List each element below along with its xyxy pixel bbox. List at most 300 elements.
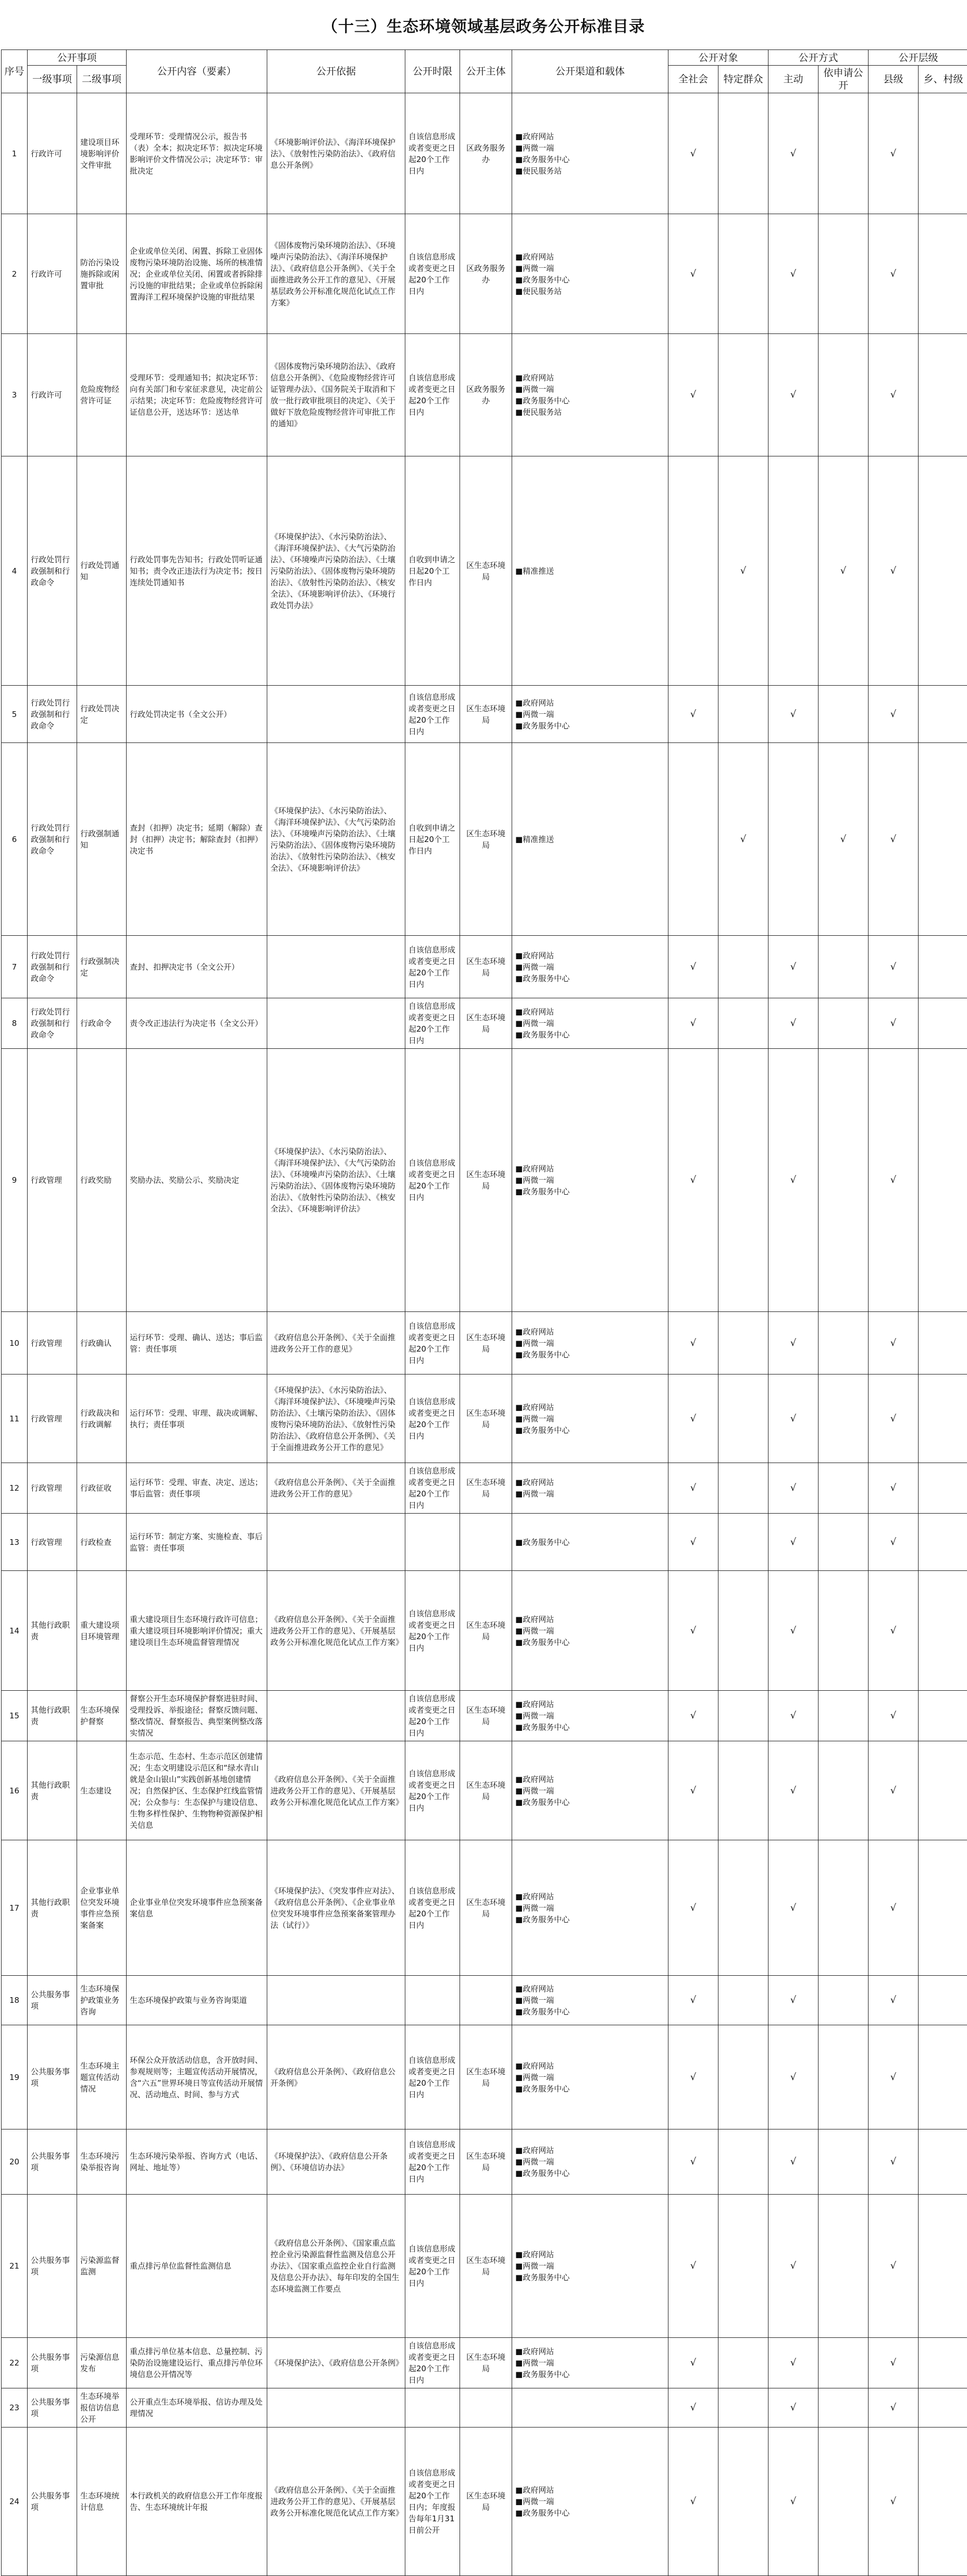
mark-cell-specific — [718, 2025, 768, 2129]
check-mark-icon: √ — [872, 1785, 915, 1797]
mark-cell-all — [668, 1463, 718, 1514]
level2-item: 生态环境保护督察 — [77, 1691, 127, 1741]
publication-subject: 区生态环境局 — [460, 998, 512, 1049]
mark-cell-specific — [718, 2129, 768, 2195]
channel-item: ■政府网站 — [515, 2346, 665, 2357]
publication-subject: 区生态环境局 — [460, 456, 512, 686]
row-index: 20 — [2, 2129, 28, 2195]
level2-item: 生态环境保护政策业务咨询 — [77, 1976, 127, 2025]
mark-cell-all — [668, 1312, 718, 1374]
header-l1: 一级事项 — [28, 66, 77, 93]
mark-cell-all — [668, 1049, 718, 1312]
mark-cell-apply — [819, 334, 869, 456]
channel-item: ■两微一端 — [515, 1995, 665, 2006]
channel-item: ■两微一端 — [515, 2496, 665, 2507]
channel-item: ■政务服务中心 — [515, 1722, 665, 1733]
mark-cell-apply — [819, 1312, 869, 1374]
row-index: 13 — [2, 1514, 28, 1571]
publication-time-limit: 自该信息形成或者变更之日起20个工作日内 — [405, 2338, 460, 2388]
mark-cell-township — [919, 936, 967, 998]
channel-item: ■两微一端 — [515, 1018, 665, 1029]
table-row — [2, 1741, 967, 1840]
row-index: 11 — [2, 1374, 28, 1463]
publication-basis: 《环境保护法》、《政府信息公开条例》 — [267, 2338, 405, 2388]
mark-cell-apply — [819, 998, 869, 1049]
table-row — [2, 2025, 967, 2129]
mark-cell-county — [869, 686, 919, 743]
mark-cell-apply — [819, 214, 869, 334]
content-elements: 企业事业单位突发环境事件应急预案备案信息 — [127, 1840, 267, 1976]
check-mark-icon: √ — [772, 961, 815, 973]
channel-item: ■政府网站 — [515, 1614, 665, 1625]
channels-cell — [512, 1514, 668, 1571]
publication-basis: 《固体废物污染环境防治法》、《政府信息公开条例》、《危险废物经营许可证管理办法》、《国务院关于取消和下放一批行政审批项目的决定》、《关于做好下放危险废物经营许可审批工作的通知》 — [267, 334, 405, 456]
mark-cell-county — [869, 1976, 919, 2025]
row-index: 3 — [2, 334, 28, 456]
channels-cell — [512, 2388, 668, 2428]
check-mark-icon: √ — [672, 389, 715, 401]
row-index: 2 — [2, 214, 28, 334]
mark-cell-active — [768, 1840, 819, 1976]
mark-cell-county — [869, 1049, 919, 1312]
publication-time-limit: 自该信息形成或者变更之日起20个工作日内 — [405, 2195, 460, 2338]
mark-cell-all — [668, 334, 718, 456]
level1-item: 行政处罚行政强制和行政命令 — [28, 998, 77, 1049]
level1-item: 公共服务事项 — [28, 2388, 77, 2428]
channel-item: ■两微一端 — [515, 2260, 665, 2272]
mark-cell-active — [768, 93, 819, 214]
mark-cell-township — [919, 1976, 967, 2025]
check-mark-icon: √ — [672, 961, 715, 973]
table-row — [2, 456, 967, 686]
channel-item: ■政府网站 — [515, 1477, 665, 1488]
channels-cell — [512, 2338, 668, 2388]
check-mark-icon: √ — [672, 1482, 715, 1494]
mark-cell-all — [668, 686, 718, 743]
mark-cell-township — [919, 2129, 967, 2195]
mark-cell-township — [919, 334, 967, 456]
mark-cell-township — [919, 686, 967, 743]
table-row — [2, 2129, 967, 2195]
check-mark-icon: √ — [672, 2072, 715, 2083]
mark-cell-apply — [819, 686, 869, 743]
header-seq: 序号 — [2, 50, 28, 93]
table-row — [2, 686, 967, 743]
channels-cell — [512, 1049, 668, 1312]
channel-item: ■政府网站 — [515, 2145, 665, 2156]
publication-subject: 区生态环境局 — [460, 1840, 512, 1976]
mark-cell-specific — [718, 1691, 768, 1741]
mark-cell-active — [768, 2338, 819, 2388]
mark-cell-active — [768, 2388, 819, 2428]
mark-cell-county — [869, 214, 919, 334]
level2-item: 行政奖励 — [77, 1049, 127, 1312]
channel-item: ■政府网站 — [515, 1326, 665, 1337]
mark-cell-specific — [718, 2428, 768, 2576]
level2-item: 企业事业单位突发环境事件应急预案备案 — [77, 1840, 127, 1976]
check-mark-icon: √ — [872, 389, 915, 401]
header-subject: 公开主体 — [460, 50, 512, 93]
mark-cell-active — [768, 998, 819, 1049]
mark-cell-all — [668, 2428, 718, 2576]
content-elements: 责令改正违法行为决定书（全文公开） — [127, 998, 267, 1049]
content-elements: 运行环节：制定方案、实施检查、事后监管：责任事项 — [127, 1514, 267, 1571]
mark-cell-all — [668, 1976, 718, 2025]
check-mark-icon: √ — [822, 565, 865, 577]
check-mark-icon: √ — [872, 961, 915, 973]
publication-subject: 区生态环境局 — [460, 1741, 512, 1840]
channel-item: ■便民服务站 — [515, 165, 665, 177]
mark-cell-all — [668, 1691, 718, 1741]
channel-item: ■精准推送 — [515, 834, 665, 845]
publication-subject: 区政务服务办 — [460, 214, 512, 334]
check-mark-icon: √ — [772, 2260, 815, 2272]
mark-cell-county — [869, 1463, 919, 1514]
mark-cell-township — [919, 2338, 967, 2388]
channels-cell — [512, 214, 668, 334]
publication-time-limit — [405, 1976, 460, 2025]
content-elements: 企业或单位关闭、闲置、拆除工业固体废物污染环境防治设施、场所的核准情况；企业或单位关闭、闲置或者拆除排污设施的审批结果；企业或单位拆除闲置海洋工程环境保护设施的审批结果 — [127, 214, 267, 334]
check-mark-icon: √ — [872, 1337, 915, 1349]
channels-cell — [512, 936, 668, 998]
publication-basis: 《环境保护法》、《水污染防治法》、《海洋环境保护法》、《大气污染防治法》、《环境噪声污染防治法》、《土壤污染防治法》、《固体废物污染环境防治法》、《放射性污染防治法》、《核安全法》、《环境影响评价法》、《环境行政处罚办法》 — [267, 456, 405, 686]
mark-cell-apply — [819, 1571, 869, 1691]
row-index: 1 — [2, 93, 28, 214]
row-index: 15 — [2, 1691, 28, 1741]
check-mark-icon: √ — [672, 2402, 715, 2413]
check-mark-icon: √ — [872, 1413, 915, 1425]
mark-cell-county — [869, 1312, 919, 1374]
level2-item: 重大建设项目环境管理 — [77, 1571, 127, 1691]
check-mark-icon: √ — [872, 2496, 915, 2507]
check-mark-icon: √ — [772, 1482, 815, 1494]
content-elements: 查封、扣押决定书（全文公开） — [127, 936, 267, 998]
check-mark-icon: √ — [872, 834, 915, 845]
mark-cell-all — [668, 1374, 718, 1463]
mark-cell-specific — [718, 2388, 768, 2428]
channel-item: ■政府网站 — [515, 251, 665, 263]
publication-time-limit: 自该信息形成或者变更之日起20个工作日内 — [405, 1571, 460, 1691]
channel-item: ■政府网站 — [515, 1006, 665, 1018]
mark-cell-specific — [718, 1840, 768, 1976]
channels-cell — [512, 1976, 668, 2025]
mark-cell-township — [919, 1374, 967, 1463]
mark-cell-all — [668, 2388, 718, 2428]
publication-time-limit: 自该信息形成或者变更之日起20个工作日内 — [405, 936, 460, 998]
level2-item: 行政征收 — [77, 1463, 127, 1514]
publication-subject: 区生态环境局 — [460, 2129, 512, 2195]
level2-item: 危险废物经营许可证 — [77, 334, 127, 456]
mark-cell-county — [869, 93, 919, 214]
publication-time-limit: 自该信息形成或者变更之日起20个工作日内 — [405, 214, 460, 334]
mark-cell-township — [919, 1463, 967, 1514]
channels-cell — [512, 1741, 668, 1840]
publication-time-limit: 自该信息形成或者变更之日起20个工作日内 — [405, 1049, 460, 1312]
check-mark-icon: √ — [772, 2357, 815, 2369]
publication-time-limit: 自该信息形成或者变更之日起20个工作日内 — [405, 1374, 460, 1463]
channel-item: ■两微一端 — [515, 1488, 665, 1500]
mark-cell-county — [869, 2388, 919, 2428]
mark-cell-county — [869, 1374, 919, 1463]
publication-subject: 区政务服务办 — [460, 334, 512, 456]
mark-cell-all — [668, 93, 718, 214]
publication-time-limit: 自该信息形成或者变更之日起20个工作日内 — [405, 1312, 460, 1374]
content-elements: 受理环节：受理通知书；拟决定环节：向有关部门和专家征求意见，决定前公示结果；决定环节：危险废物经营许可证信息公开，送达环节：送达单 — [127, 334, 267, 456]
mark-cell-apply — [819, 1691, 869, 1741]
table-row — [2, 1691, 967, 1741]
level1-item: 行政处罚行政强制和行政命令 — [28, 686, 77, 743]
content-elements: 公开重点生态环境举报、信访办理及处理情况 — [127, 2388, 267, 2428]
mark-cell-specific — [718, 1976, 768, 2025]
table-row — [2, 334, 967, 456]
table-row — [2, 1312, 967, 1374]
level2-item: 生态环境统计信息 — [77, 2428, 127, 2576]
mark-cell-apply — [819, 1049, 869, 1312]
publication-subject: 区政务服务办 — [460, 93, 512, 214]
mark-cell-specific — [718, 998, 768, 1049]
level2-item: 行政确认 — [77, 1312, 127, 1374]
channel-item: ■两微一端 — [515, 1413, 665, 1425]
mark-cell-county — [869, 1571, 919, 1691]
check-mark-icon: √ — [772, 709, 815, 720]
header-level: 公开层级 — [869, 50, 967, 66]
check-mark-icon: √ — [672, 709, 715, 720]
mark-cell-township — [919, 2388, 967, 2428]
mark-cell-county — [869, 334, 919, 456]
mark-cell-apply — [819, 1840, 869, 1976]
publication-basis: 《政府信息公开条例》、《关于全面推进政务公开工作的意见》 — [267, 1312, 405, 1374]
level1-item: 公共服务事项 — [28, 2338, 77, 2388]
mark-cell-all — [668, 936, 718, 998]
level1-item: 公共服务事项 — [28, 1976, 77, 2025]
channel-item: ■两微一端 — [515, 2156, 665, 2168]
channel-item: ■两微一端 — [515, 142, 665, 154]
check-mark-icon: √ — [872, 2357, 915, 2369]
publication-basis: 《环境保护法》、《水污染防治法》、《海洋环境保护法》、《环境噪声污染防治法》、《土壤污染防治法》、《固体废物污染环境防治法》、《放射性污染防治法》、《政府信息公开条例》、《关于全面推进政务公开工作的意见》 — [267, 1374, 405, 1463]
mark-cell-active — [768, 743, 819, 936]
content-elements: 本行政机关的政府信息公开工作年度报告、生态环境统计年报 — [127, 2428, 267, 2576]
check-mark-icon: √ — [672, 1174, 715, 1186]
publication-subject: 区生态环境局 — [460, 743, 512, 936]
mark-cell-apply — [819, 936, 869, 998]
mark-cell-all — [668, 1514, 718, 1571]
check-mark-icon: √ — [772, 1902, 815, 1914]
publication-basis — [267, 936, 405, 998]
channels-cell — [512, 334, 668, 456]
publication-subject: 区生态环境局 — [460, 686, 512, 743]
table-row — [2, 1463, 967, 1514]
channel-item: ■两微一端 — [515, 1337, 665, 1349]
channel-item: ■精准推送 — [515, 565, 665, 577]
mark-cell-county — [869, 1840, 919, 1976]
mark-cell-specific — [718, 1571, 768, 1691]
level2-item: 防治污染设施拆除或闲置审批 — [77, 214, 127, 334]
publication-time-limit: 自该信息形成或者变更之日起20个工作日内 — [405, 686, 460, 743]
level1-item: 行政管理 — [28, 1049, 77, 1312]
mark-cell-apply — [819, 1514, 869, 1571]
check-mark-icon: √ — [722, 565, 765, 577]
mark-cell-active — [768, 2129, 819, 2195]
content-elements: 督察公开生态环境保护督察进驻时间、受理投诉、举报途径；督察反馈问题、整改情况、督察报告、典型案例整改落实情况 — [127, 1691, 267, 1741]
mark-cell-county — [869, 1691, 919, 1741]
mark-cell-township — [919, 1049, 967, 1312]
channels-cell — [512, 743, 668, 936]
channel-item: ■便民服务站 — [515, 286, 665, 297]
mark-cell-apply — [819, 456, 869, 686]
level1-item: 行政处罚行政强制和行政命令 — [28, 936, 77, 998]
mark-cell-active — [768, 214, 819, 334]
mark-cell-county — [869, 2428, 919, 2576]
mark-cell-all — [668, 998, 718, 1049]
check-mark-icon: √ — [872, 2072, 915, 2083]
check-mark-icon: √ — [772, 2156, 815, 2168]
mark-cell-active — [768, 2195, 819, 2338]
mark-cell-specific — [718, 1741, 768, 1840]
check-mark-icon: √ — [772, 1018, 815, 1029]
channel-item: ■政务服务中心 — [515, 1637, 665, 1648]
content-elements: 重大建设项目生态环境行政许可信息；重大建设项目环境影响评价情况；重大建设项目生态环境监督管理情况 — [127, 1571, 267, 1691]
row-index: 10 — [2, 1312, 28, 1374]
channel-item: ■政府网站 — [515, 2484, 665, 2496]
check-mark-icon: √ — [772, 1537, 815, 1548]
table-row — [2, 1840, 967, 1976]
mark-cell-township — [919, 1312, 967, 1374]
check-mark-icon: √ — [872, 2156, 915, 2168]
mark-cell-all — [668, 214, 718, 334]
page-title: （十三）生态环境领域基层政务公开标准目录 — [0, 14, 967, 36]
publication-time-limit: 自该信息形成或者变更之日起20个工作日内；年度报告每年1月31日前公开 — [405, 2428, 460, 2576]
publication-time-limit: 自该信息形成或者变更之日起20个工作日内 — [405, 93, 460, 214]
channels-cell — [512, 93, 668, 214]
publication-basis — [267, 1691, 405, 1741]
mark-cell-apply — [819, 1374, 869, 1463]
level2-item: 建设项目环境影响评价文件审批 — [77, 93, 127, 214]
channel-item: ■政务服务中心 — [515, 2006, 665, 2017]
publication-time-limit: 自收到申请之日起20个工作日内 — [405, 743, 460, 936]
channels-cell — [512, 2428, 668, 2576]
publication-time-limit: 自该信息形成或者变更之日起20个工作日内 — [405, 2129, 460, 2195]
channel-item: ■政务服务中心 — [515, 2272, 665, 2283]
channel-item: ■两微一端 — [515, 1174, 665, 1186]
level1-item: 公共服务事项 — [28, 2195, 77, 2338]
mark-cell-apply — [819, 93, 869, 214]
publication-basis: 《政府信息公开条例》、《关于全面推进政务公开工作的意见》、《开展基层政务公开标准化规范化试点工作方案》 — [267, 1741, 405, 1840]
row-index: 9 — [2, 1049, 28, 1312]
level1-item: 公共服务事项 — [28, 2129, 77, 2195]
check-mark-icon: √ — [872, 1018, 915, 1029]
table-row — [2, 2195, 967, 2338]
row-index: 22 — [2, 2338, 28, 2388]
content-elements: 运行环节：受理、确认、送达；事后监管：责任事项 — [127, 1312, 267, 1374]
mark-cell-specific — [718, 1049, 768, 1312]
mark-cell-apply — [819, 2129, 869, 2195]
level2-item: 行政处罚通知 — [77, 456, 127, 686]
publication-subject: 区生态环境局 — [460, 1571, 512, 1691]
channel-item: ■政府网站 — [515, 1699, 665, 1710]
channel-item: ■政府网站 — [515, 2060, 665, 2072]
mark-cell-specific — [718, 936, 768, 998]
level1-item: 行政许可 — [28, 334, 77, 456]
channels-cell — [512, 2025, 668, 2129]
publication-basis: 《环境影响评价法》、《海洋环境保护法》、《放射性污染防治法》、《政府信息公开条例》 — [267, 93, 405, 214]
publication-time-limit: 自该信息形成或者变更之日起20个工作日内 — [405, 334, 460, 456]
mark-cell-county — [869, 1514, 919, 1571]
row-index: 23 — [2, 2388, 28, 2428]
publication-basis: 《环境保护法》、《突发事件应对法》、《政府信息公开条例》、《企业事业单位突发环境事件应急预案备案管理办法（试行）》 — [267, 1840, 405, 1976]
mark-cell-apply — [819, 2025, 869, 2129]
mark-cell-apply — [819, 743, 869, 936]
content-elements: 运行环节：受理、审查、决定、送达；事后监管：责任事项 — [127, 1463, 267, 1514]
check-mark-icon: √ — [672, 268, 715, 280]
channels-cell — [512, 686, 668, 743]
check-mark-icon: √ — [872, 2260, 915, 2272]
channel-item: ■政府网站 — [515, 1163, 665, 1174]
publication-basis: 《固体废物污染环境防治法》、《环境噪声污染防治法》、《海洋环境保护法》、《政府信息公开条例》、《关于全面推进政务公开工作的意见》、《开展基层政务公开标准化规范化试点工作方案》 — [267, 214, 405, 334]
mark-cell-active — [768, 1463, 819, 1514]
publication-time-limit: 自该信息形成或者变更之日起20个工作日内 — [405, 1741, 460, 1840]
check-mark-icon: √ — [672, 2260, 715, 2272]
publication-subject: 区生态环境局 — [460, 1463, 512, 1514]
mark-cell-county — [869, 936, 919, 998]
check-mark-icon: √ — [772, 1625, 815, 1637]
table-row — [2, 2338, 967, 2388]
mark-cell-county — [869, 2338, 919, 2388]
mark-cell-specific — [718, 1514, 768, 1571]
channel-item: ■政务服务中心 — [515, 2507, 665, 2519]
check-mark-icon: √ — [772, 2496, 815, 2507]
publication-basis — [267, 686, 405, 743]
channels-cell — [512, 998, 668, 1049]
check-mark-icon: √ — [772, 1785, 815, 1797]
level1-item: 行政处罚行政强制和行政命令 — [28, 743, 77, 936]
check-mark-icon: √ — [672, 1537, 715, 1548]
content-elements: 奖励办法、奖励公示、奖励决定 — [127, 1049, 267, 1312]
level1-item: 行政管理 — [28, 1463, 77, 1514]
mark-cell-township — [919, 93, 967, 214]
mark-cell-specific — [718, 1312, 768, 1374]
publication-subject: 区生态环境局 — [460, 1374, 512, 1463]
mark-cell-county — [869, 998, 919, 1049]
channel-item: ■政府网站 — [515, 697, 665, 709]
publication-basis — [267, 2388, 405, 2428]
check-mark-icon: √ — [772, 2072, 815, 2083]
mark-cell-active — [768, 334, 819, 456]
row-index: 14 — [2, 1571, 28, 1691]
check-mark-icon: √ — [672, 1413, 715, 1425]
mark-cell-township — [919, 2195, 967, 2338]
publication-basis: 《环境保护法》、《水污染防治法》、《海洋环境保护法》、《大气污染防治法》、《环境噪声污染防治法》、《土壤污染防治法》、《固体废物污染环境防治法》、《放射性污染防治法》、《核安全法》、《环境影响评价法》 — [267, 1049, 405, 1312]
check-mark-icon: √ — [872, 268, 915, 280]
level2-item: 行政强制决定 — [77, 936, 127, 998]
mark-cell-active — [768, 1374, 819, 1463]
level2-item: 生态建设 — [77, 1741, 127, 1840]
table-row — [2, 214, 967, 334]
header-apply: 依申请公开 — [819, 66, 869, 93]
publication-time-limit: 自该信息形成或者变更之日起20个工作日内 — [405, 1840, 460, 1976]
mark-cell-township — [919, 743, 967, 936]
level2-item: 行政强制通知 — [77, 743, 127, 936]
header-l2: 二级事项 — [77, 66, 127, 93]
content-elements: 生态环境保护政策与业务咨询渠道 — [127, 1976, 267, 2025]
channel-item: ■政府网站 — [515, 1983, 665, 1995]
content-elements: 重点排污单位基本信息、总量控制、污染防治设施建设运行、重点排污单位环境信息公开情况等 — [127, 2338, 267, 2388]
mark-cell-active — [768, 1514, 819, 1571]
channels-cell — [512, 1463, 668, 1514]
table-row — [2, 1374, 967, 1463]
level2-item: 污染源信息发布 — [77, 2338, 127, 2388]
channels-cell — [512, 1312, 668, 1374]
channel-item: ■两微一端 — [515, 1785, 665, 1797]
